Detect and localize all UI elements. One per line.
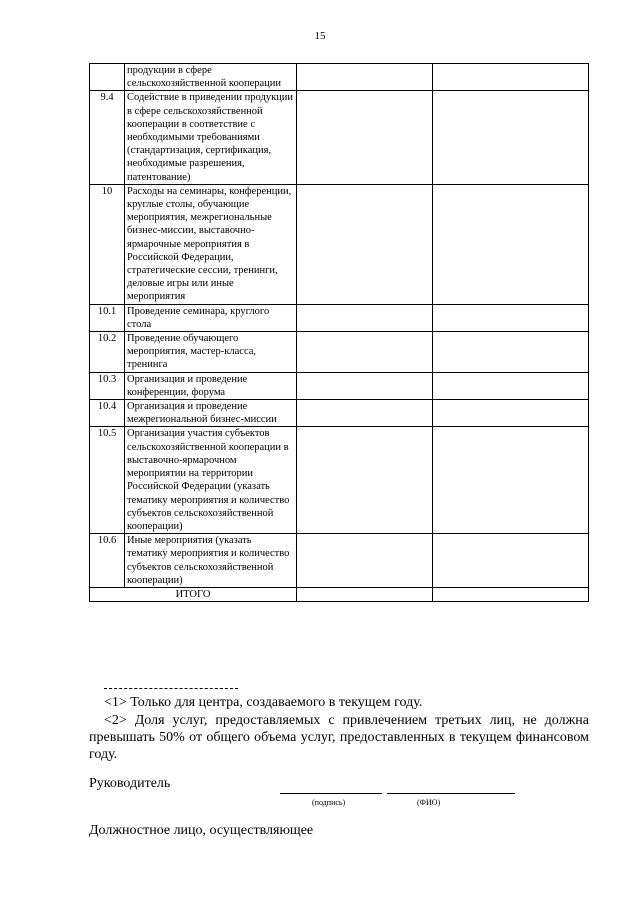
row-description: Организация и проведение межрегиональной бизнес-миссии — [125, 400, 297, 427]
services-table — [89, 63, 589, 602]
table-row — [90, 427, 589, 534]
table-row — [90, 534, 589, 588]
footnote-1: <1> Только для центра, создаваемого в текущем году. — [104, 695, 423, 710]
row-value-cell — [297, 184, 433, 304]
signature-line — [280, 793, 382, 794]
table-row — [90, 184, 589, 304]
row-value-cell — [297, 400, 433, 427]
row-number: 10.5 — [90, 427, 125, 534]
row-value-cell — [433, 372, 589, 399]
table-row — [90, 332, 589, 373]
row-number: 10.2 — [90, 332, 125, 373]
row-number: 9.4 — [90, 91, 125, 184]
row-description: Расходы на семинары, конференции, круглые столы, обучающие мероприятия, межрегиональные бизнес-миссии, выставочно-ярмарочные мероприятия в Российской Федерации, стратегические сессии, тренинги, деловые игры или иные мероприятия — [125, 184, 297, 304]
footnote-2: <2> Доля услуг, предоставляемых с привлечением третьих лиц, не должна превышать 50% от общего объема услуг, предоставленных в текущем финансовом году. — [89, 713, 589, 762]
total-value-cell — [297, 587, 433, 601]
row-value-cell — [433, 534, 589, 588]
row-number: 10 — [90, 184, 125, 304]
official-label: Должностное лицо, осуществляющее — [89, 823, 314, 838]
head-label: Руководитель — [89, 776, 171, 791]
row-value-cell — [433, 91, 589, 184]
row-description: Проведение обучающего мероприятия, мастер-класса, тренинга — [125, 332, 297, 373]
row-value-cell — [433, 400, 589, 427]
name-line — [387, 793, 515, 794]
row-value-cell — [433, 332, 589, 373]
row-description: Проведение семинара, круглого стола — [125, 304, 297, 331]
row-number: 10.6 — [90, 534, 125, 588]
total-value-cell — [433, 587, 589, 601]
row-description: Содействие в приведении продукции в сфере сельскохозяйственной кооперации в соответствие с необходимыми требованиями (стандартизация, сертификация, необходимые разрешения, патентование) — [125, 91, 297, 184]
row-number: 10.3 — [90, 372, 125, 399]
row-number: 10.1 — [90, 304, 125, 331]
total-row — [90, 587, 589, 601]
table-row — [90, 372, 589, 399]
row-value-cell — [297, 64, 433, 91]
row-value-cell — [297, 372, 433, 399]
page-number: 15 — [314, 30, 326, 42]
row-value-cell — [433, 184, 589, 304]
row-number: 10.4 — [90, 400, 125, 427]
table-row — [90, 400, 589, 427]
row-description: Организация участия субъектов сельскохозяйственной кооперации в выставочно-ярмарочном мероприятии на территории Российской Федерации (указать тематику мероприятия и количество субъектов сельскохозяйственной кооперации) — [125, 427, 297, 534]
footnote-separator — [104, 688, 238, 689]
total-label: ИТОГО — [90, 587, 297, 601]
row-value-cell — [433, 304, 589, 331]
name-caption: (ФИО) — [417, 798, 441, 807]
row-value-cell — [433, 427, 589, 534]
row-value-cell — [297, 534, 433, 588]
table-row — [90, 304, 589, 331]
row-value-cell — [433, 64, 589, 91]
row-value-cell — [297, 332, 433, 373]
row-number — [90, 64, 125, 91]
signature-caption: (подпись) — [312, 798, 346, 807]
table-row — [90, 91, 589, 184]
row-description: Иные мероприятия (указать тематику мероприятия и количество субъектов сельскохозяйственной кооперации) — [125, 534, 297, 588]
table-row — [90, 64, 589, 91]
row-value-cell — [297, 304, 433, 331]
row-description: продукции в сфере сельскохозяйственной кооперации — [125, 64, 297, 91]
row-value-cell — [297, 427, 433, 534]
row-description: Организация и проведение конференции, форума — [125, 372, 297, 399]
row-value-cell — [297, 91, 433, 184]
